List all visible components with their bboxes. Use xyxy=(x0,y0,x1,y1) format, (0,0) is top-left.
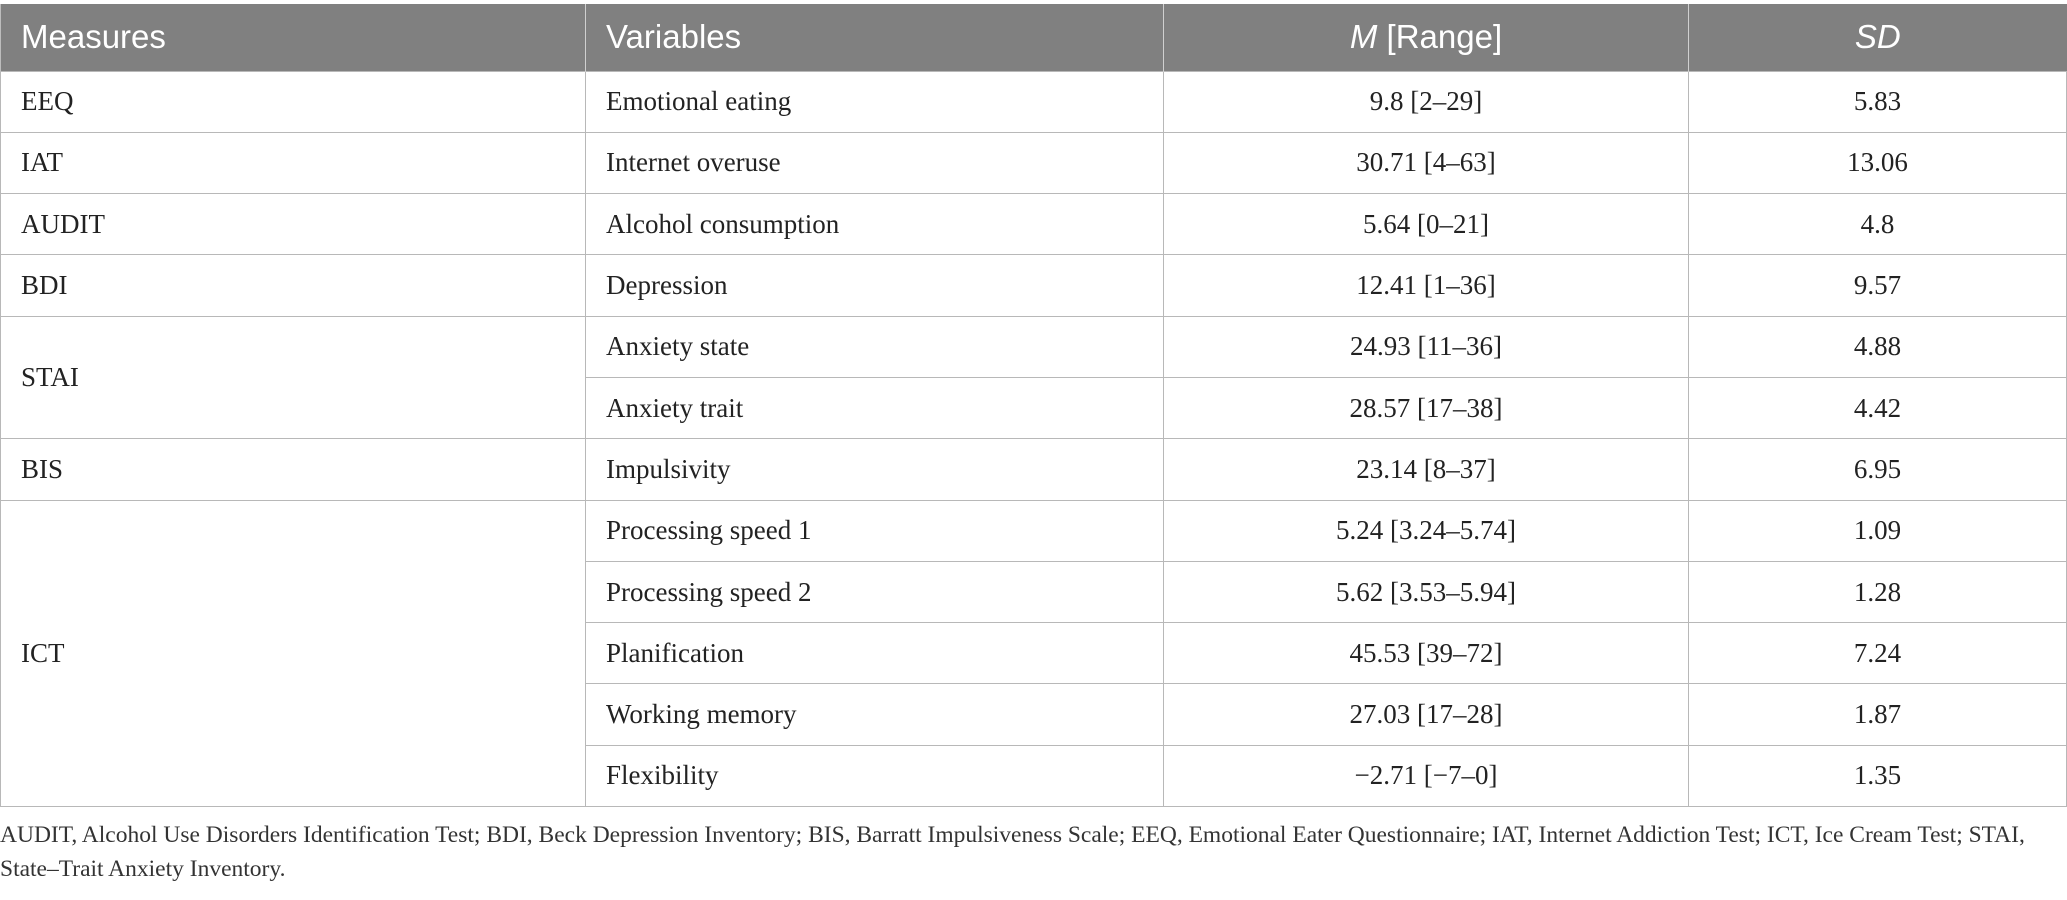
header-range-label: [Range] xyxy=(1377,18,1503,56)
table-body xyxy=(1,71,2067,807)
measure-cell: STAI xyxy=(1,316,586,439)
table-row xyxy=(1,255,2067,316)
table-row xyxy=(1,194,2067,255)
variable-cell: Planification xyxy=(586,623,1164,684)
table-row xyxy=(1,500,2067,561)
table-row xyxy=(1,71,2067,132)
table-row xyxy=(1,439,2067,500)
sd-cell: 4.42 xyxy=(1689,377,2067,438)
measure-cell: BIS xyxy=(1,439,586,500)
variable-cell: Impulsivity xyxy=(586,439,1164,500)
mean-range-cell: 24.93 [11–36] xyxy=(1164,316,1689,377)
sd-cell: 1.87 xyxy=(1689,684,2067,745)
sd-cell: 6.95 xyxy=(1689,439,2067,500)
variable-cell: Processing speed 2 xyxy=(586,561,1164,622)
measure-cell: ICT xyxy=(1,500,586,806)
mean-range-cell: 5.64 [0–21] xyxy=(1164,194,1689,255)
sd-cell: 13.06 xyxy=(1689,132,2067,193)
mean-range-cell: 28.57 [17–38] xyxy=(1164,377,1689,438)
header-sd-symbol: SD xyxy=(1854,18,1901,56)
table-row xyxy=(1,316,2067,377)
measure-cell: EEQ xyxy=(1,71,586,132)
header-mean-symbol: M xyxy=(1349,18,1378,56)
measure-cell: BDI xyxy=(1,255,586,316)
table-footnote: AUDIT, Alcohol Use Disorders Identification Test; BDI, Beck Depression Inventory; BIS, Barratt Impulsiveness Scale; EEQ, Emotional Eater Questionnaire; IAT, Internet Addiction Test; ICT, Ice Cream Test; STAI, State–Trait Anxiety Inventory. xyxy=(0,822,2025,882)
mean-range-cell: 5.62 [3.53–5.94] xyxy=(1164,561,1689,622)
sd-cell: 1.35 xyxy=(1689,745,2067,806)
variable-cell: Alcohol consumption xyxy=(586,194,1164,255)
sd-cell: 5.83 xyxy=(1689,71,2067,132)
sd-cell: 4.88 xyxy=(1689,316,2067,377)
mean-range-cell: 23.14 [8–37] xyxy=(1164,439,1689,500)
sd-cell: 7.24 xyxy=(1689,623,2067,684)
header-mean-range xyxy=(1164,4,1689,71)
mean-range-cell: 27.03 [17–28] xyxy=(1164,684,1689,745)
table-row xyxy=(1,132,2067,193)
sd-cell: 4.8 xyxy=(1689,194,2067,255)
descriptive-statistics-table xyxy=(0,4,2067,807)
table-header xyxy=(1,4,2067,71)
descriptive-statistics-table-wrapper xyxy=(0,4,2066,807)
header-measures: Measures xyxy=(1,4,586,71)
header-variables: Variables xyxy=(586,4,1164,71)
variable-cell: Flexibility xyxy=(586,745,1164,806)
variable-cell: Depression xyxy=(586,255,1164,316)
measure-cell: IAT xyxy=(1,132,586,193)
measure-cell: AUDIT xyxy=(1,194,586,255)
mean-range-cell: 12.41 [1–36] xyxy=(1164,255,1689,316)
sd-cell: 1.09 xyxy=(1689,500,2067,561)
variable-cell: Anxiety state xyxy=(586,316,1164,377)
variable-cell: Emotional eating xyxy=(586,71,1164,132)
mean-range-cell: 45.53 [39–72] xyxy=(1164,623,1689,684)
sd-cell: 1.28 xyxy=(1689,561,2067,622)
header-sd xyxy=(1689,4,2067,71)
variable-cell: Processing speed 1 xyxy=(586,500,1164,561)
sd-cell: 9.57 xyxy=(1689,255,2067,316)
mean-range-cell: 5.24 [3.24–5.74] xyxy=(1164,500,1689,561)
header-row xyxy=(1,4,2067,71)
variable-cell: Working memory xyxy=(586,684,1164,745)
variable-cell: Internet overuse xyxy=(586,132,1164,193)
mean-range-cell: −2.71 [−7–0] xyxy=(1164,745,1689,806)
variable-cell: Anxiety trait xyxy=(586,377,1164,438)
mean-range-cell: 30.71 [4–63] xyxy=(1164,132,1689,193)
mean-range-cell: 9.8 [2–29] xyxy=(1164,71,1689,132)
